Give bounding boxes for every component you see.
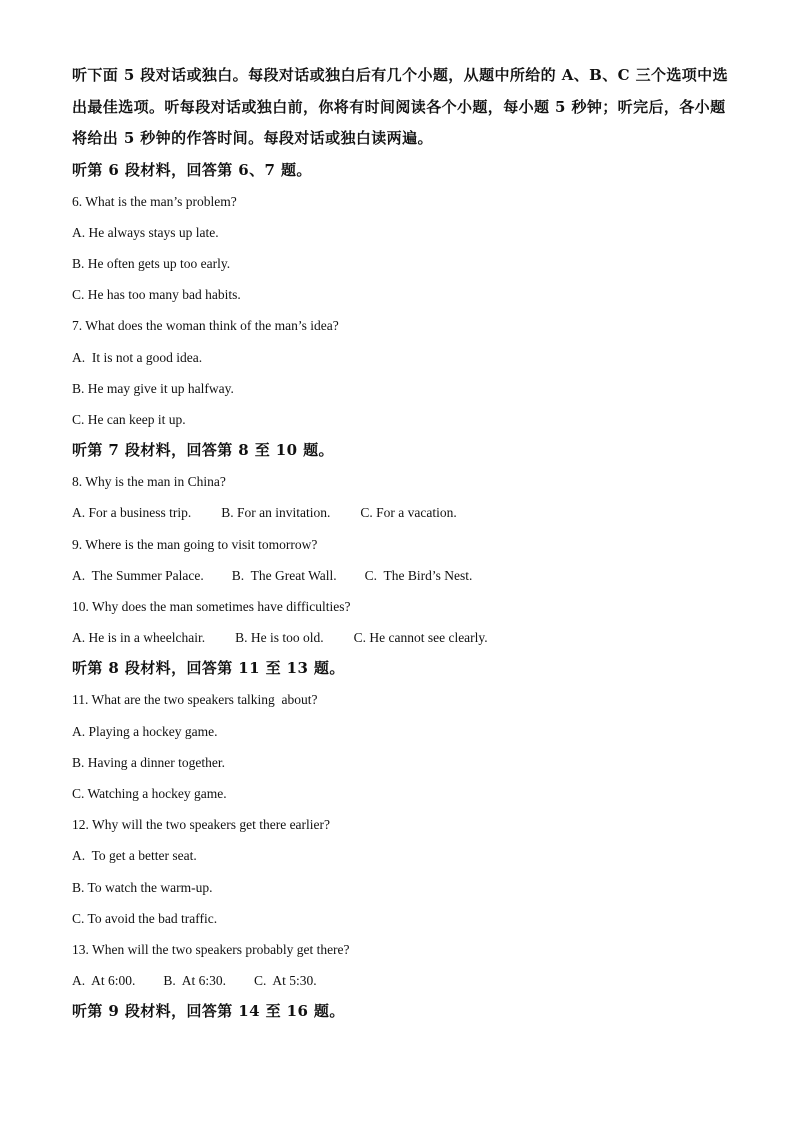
question-8-option-c: C. For a vacation. [360, 505, 457, 521]
section-heading-9: 听第 9 段材料，回答第 14 至 16 题。 [72, 1002, 345, 1021]
question-6-stem: 6. What is the man’s problem? [72, 193, 237, 209]
question-12-option-b: B. To watch the warm-up. [72, 879, 213, 895]
question-8-options [72, 497, 732, 528]
question-10-stem: 10. Why does the man sometimes have difficulties? [72, 598, 351, 614]
question-11-stem: 11. What are the two speakers talking about? [72, 692, 318, 708]
question-6-option-c: C. He has too many bad habits. [72, 287, 241, 303]
question-10-option-b: B. He is too old. [235, 630, 324, 646]
question-10-option-a: A. He is in a wheelchair. [72, 630, 206, 646]
question-6-option-b: B. He often gets up too early. [72, 255, 231, 271]
question-11-option-a: A. Playing a hockey game. [72, 723, 218, 739]
question-9-options [72, 560, 732, 591]
question-7-option-c: C. He can keep it up. [72, 411, 186, 427]
section-heading-8: 听第 8 段材料，回答第 11 至 13 题。 [72, 659, 345, 678]
question-12-option-a: A. To get a better seat. [72, 848, 197, 864]
question-10-options [72, 622, 732, 653]
question-9-option-c: C. The Bird’s Nest. [364, 567, 473, 583]
question-12-option-c: C. To avoid the bad traffic. [72, 910, 218, 926]
question-12-stem: 12. Why will the two speakers get there earlier? [72, 817, 331, 833]
question-9-option-b: B. The Great Wall. [231, 567, 337, 583]
question-7-option-b: B. He may give it up halfway. [72, 380, 234, 396]
question-13-options [72, 965, 732, 996]
question-9-stem: 9. Where is the man going to visit tomorrow? [72, 536, 318, 552]
question-7-option-a: A. It is not a good idea. [72, 349, 203, 365]
section-heading-6: 听第 6 段材料，回答第 6、7 题。 [72, 160, 312, 179]
section-heading-7: 听第 7 段材料，回答第 8 至 10 题。 [72, 441, 334, 460]
question-13-option-a: A. At 6:00. [72, 973, 136, 989]
question-13-option-b: B. At 6:30. [163, 973, 227, 989]
question-8-stem: 8. Why is the man in China? [72, 474, 226, 490]
question-13-option-c: C. At 5:30. [254, 973, 317, 989]
question-10-option-c: C. He cannot see clearly. [353, 630, 488, 646]
question-11-option-c: C. Watching a hockey game. [72, 785, 227, 801]
listening-instructions: 听下面 5 段对话或独白。每段对话或独白后有几个小题，从题中所给的 A、B、C 三个选项中选出最佳选项。听每段对话或独白前，你将有时间阅读各个小题，每小题 5 秒钟；听完后，各小题将给出 5 秒钟的作答时间。每段对话或独白读两遍。 [72, 66, 728, 147]
exam-page [72, 60, 732, 1027]
question-11-option-b: B. Having a dinner together. [72, 754, 225, 770]
question-8-option-b: B. For an invitation. [221, 505, 331, 521]
question-6-option-a: A. He always stays up late. [72, 224, 219, 240]
question-9-option-a: A. The Summer Palace. [72, 567, 204, 583]
question-8-option-a: A. For a business trip. [72, 505, 192, 521]
question-7-stem: 7. What does the woman think of the man’s idea? [72, 318, 339, 334]
question-13-stem: 13. When will the two speakers probably get there? [72, 941, 350, 957]
